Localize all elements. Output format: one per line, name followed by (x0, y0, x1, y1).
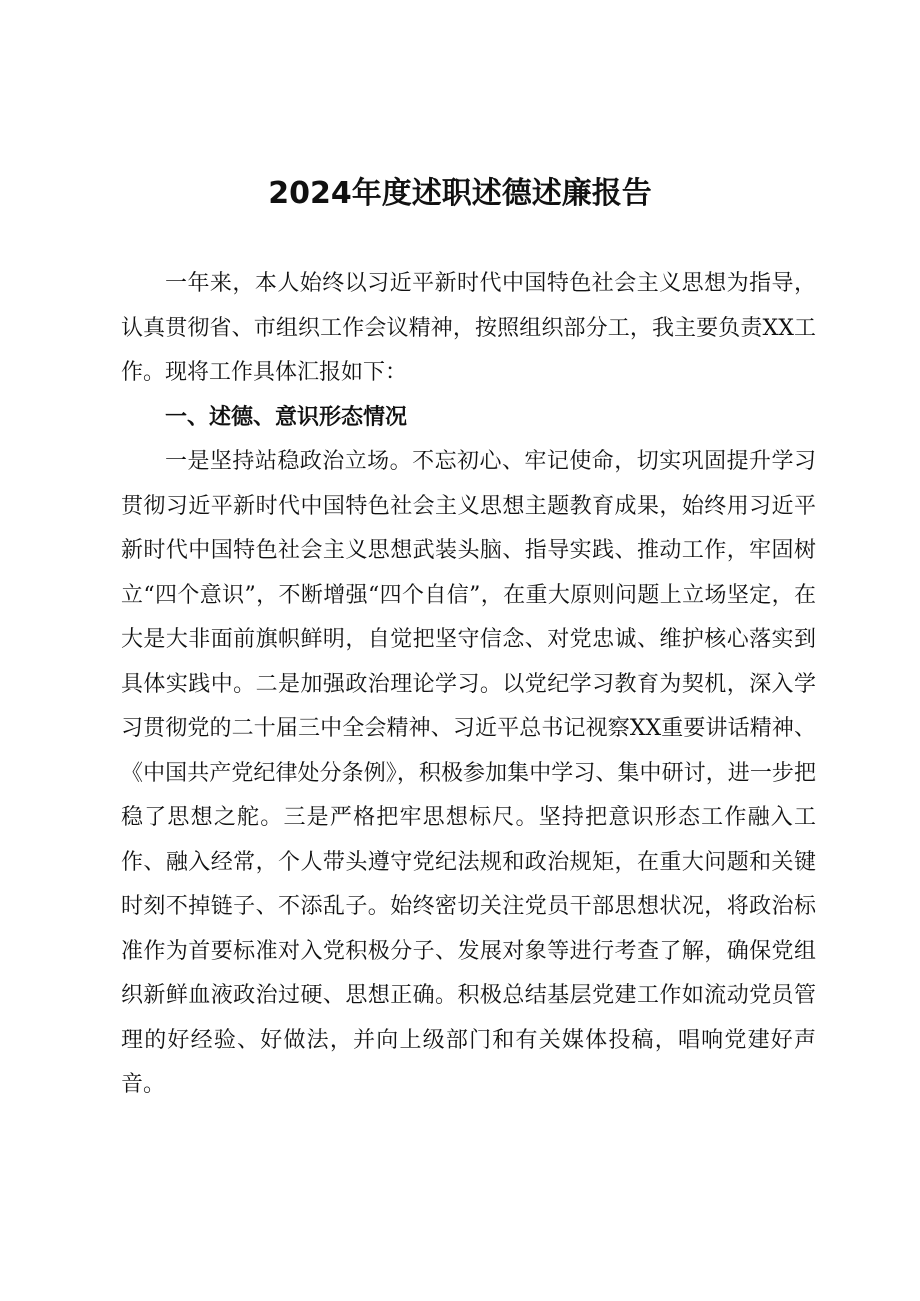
section-body (121, 440, 816, 1108)
intro-paragraph: 一年来，本人始终以习近平新时代中国特色社会主义思想为指导，认真贯彻省、市组织工作会议精神，按照组织部分工，我主要负责XX工作。现将工作具体汇报如下： (121, 271, 816, 385)
intro-block (121, 262, 816, 396)
document-title: 2024年度述职述德述廉报告 (268, 176, 652, 211)
section-paragraph: 一是坚持站稳政治立场。不忘初心、牢记使命，切实巩固提升学习贯彻习近平新时代中国特色社会主义思想主题教育成果，始终用习近平新时代中国特色社会主义思想武装头脑、指导实践、推动工作，牢固树立“四个意识”，不断增强“四个自信”，在重大原则问题上立场坚定，在大是大非面前旗帜鲜明，自觉把坚守信念、对党忠诚、维护核心落实到具体实践中。二是加强政治理论学习。以党纪学习教育为契机，深入学习贯彻党的二十届三中全会精神、习近平总书记视察XX重要讲话精神、《中国共产党纪律处分条例》，积极参加集中学习、集中研讨，进一步把稳了思想之舵。三是严格把牢思想标尺。坚持把意识形态工作融入工作、融入经常，个人带头遵守党纪法规和政治规矩，在重大问题和关键时刻不掉链子、不添乱子。始终密切关注党员干部思想状况，将政治标准作为首要标准对入党积极分子、发展对象等进行考查了解，确保党组织新鲜血液政治过硬、思想正确。积极总结基层党建工作如流动党员管理的好经验、好做法，并向上级部门和有关媒体投稿，唱响党建好声音。 (121, 449, 816, 1097)
section-heading: 一、述德、意识形态情况 (165, 405, 408, 430)
